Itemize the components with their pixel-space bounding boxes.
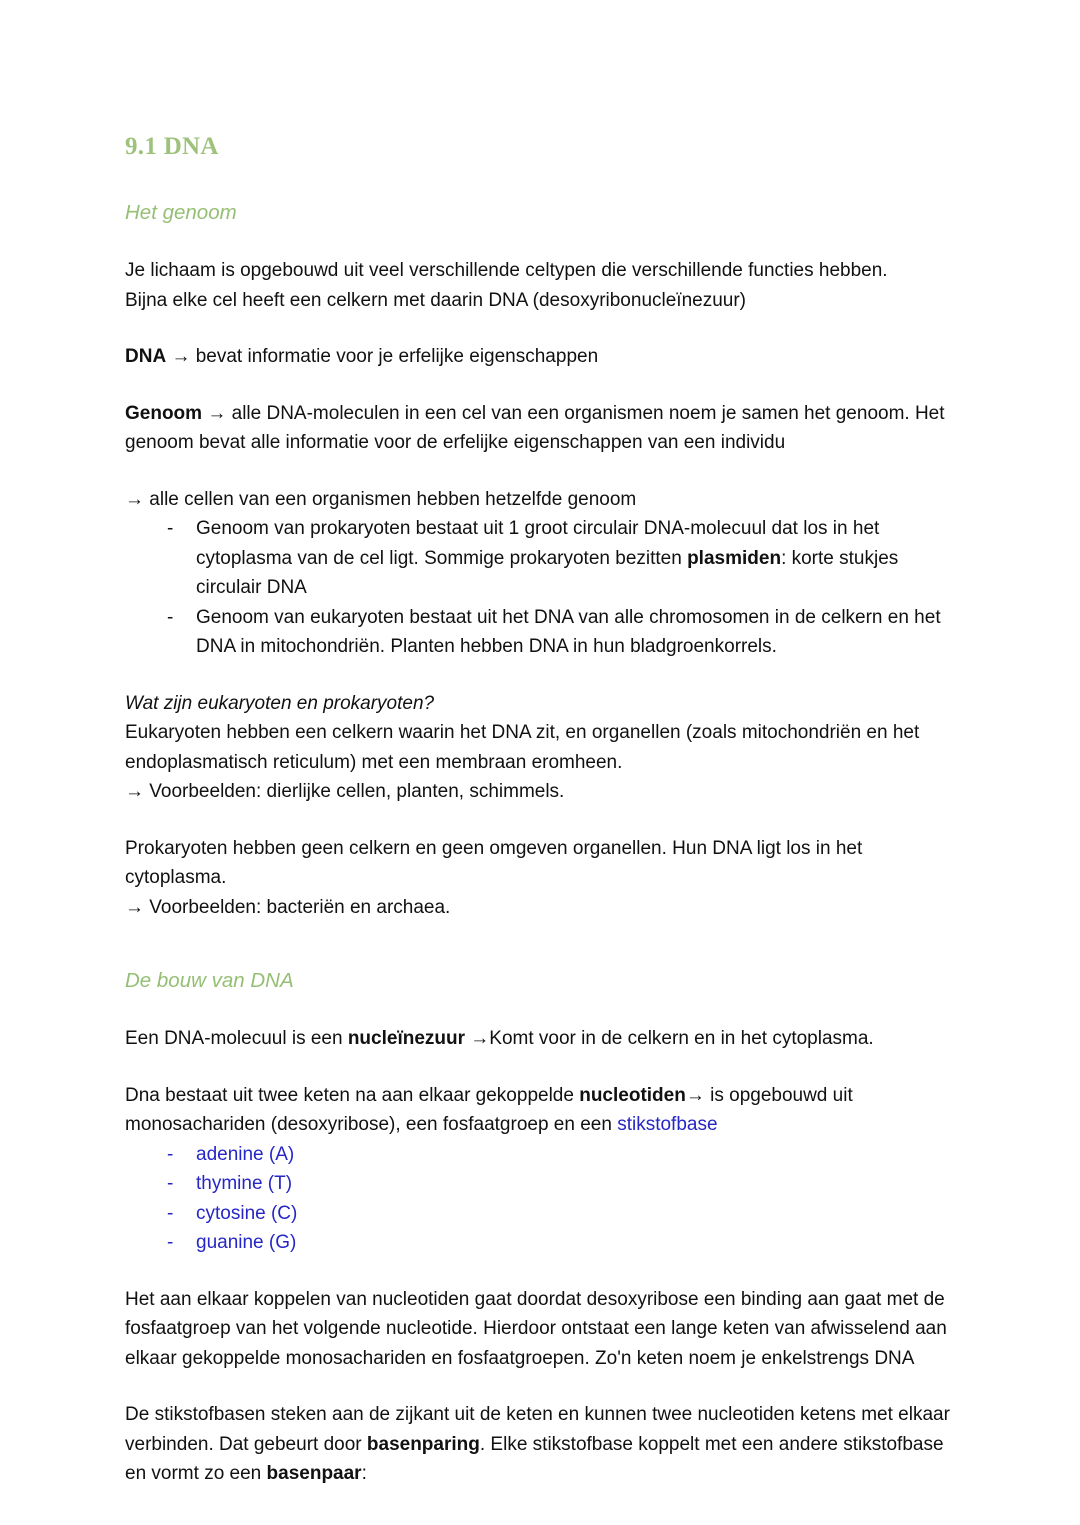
paragraph-intro [125,256,961,315]
pairing-text-2: . Elke stikstofbase koppelt met een andere stikstofbase en vormt zo een [125,1433,944,1484]
list-item [125,603,961,662]
page-title: 9.1 DNA [125,133,219,160]
list-item [125,1199,961,1229]
paragraph-prokaryoten-examples: → Voorbeelden: bacteriën en archaea. [125,896,451,918]
list-item [125,1169,961,1199]
genome-bullet-list [125,514,961,662]
bullet-text-before-bold: Genoom van prokaryoten bestaat uit 1 groot circulair DNA-molecuul dat los in het cytoplasma van de cel ligt. Sommige prokaryoten bezitten [196,518,880,569]
term-nucleinezuur: nucleïnezuur [347,1028,466,1049]
section-heading-de-bouw-van-dna: De bouw van DNA [125,969,294,992]
intro-line-1: Je lichaam is opgebouwd uit veel verschillende celtypen die verschillende functies hebben. [125,260,888,281]
paragraph-dna-molecule [125,1024,961,1054]
paragraph-dna-definition [125,342,961,372]
base-label: thymine (T) [196,1173,293,1194]
arrow-glyph: → [166,346,196,367]
term-basenparing: basenparing [366,1433,480,1455]
nucleotiden-text-after-bold: → is opgebouwd uit monosachariden (desoxyribose), een fosfaatgroep en een [125,1084,853,1135]
paragraph-all-cells: → alle cellen van een organismen hebben hetzelfde genoom [125,488,637,510]
list-item [125,1228,961,1258]
paragraph-prokaryoten-definition: Prokaryoten hebben geen celkern en geen omgeven organellen. Hun DNA ligt los in het cytoplasma. [125,837,863,888]
dash-marker: - [167,1143,174,1165]
dash-marker: - [167,1202,174,1224]
bullet-text-before-bold: Genoom van eukaryoten bestaat uit het DNA van alle chromosomen in de celkern en het DNA in mitochondriën. Planten hebben DNA in hun bladgroenkorrels. [196,606,941,657]
dash-marker: - [167,1232,174,1253]
term-dna: DNA [125,346,167,367]
molecule-text-before-bold: Een DNA-molecuul is een [125,1028,348,1049]
bullet-text-after-bold: : korte stukjes circulair DNA [196,547,899,598]
term-plasmiden: plasmiden [687,547,782,569]
base-label: guanine (G) [196,1232,297,1253]
paragraph-nucleotiden [125,1081,961,1140]
paragraph-base-pairing [125,1400,961,1489]
dash-marker: - [167,606,174,628]
nucleotiden-text-before-bold: Dna bestaat uit twee keten na aan elkaar gekoppelde [125,1084,580,1106]
dash-marker: - [167,1173,174,1194]
dna-definition-text: bevat informatie voor je erfelijke eigenschappen [195,346,599,367]
section-heading-het-genoom: Het genoom [125,201,237,224]
term-nucleotiden: nucleotiden [579,1084,686,1106]
document-body [125,132,961,1489]
dash-marker: - [167,518,174,539]
paragraph-eukaryoten-definition: Eukaryoten hebben een celkern waarin het DNA zit, en organellen (zoals mitochondriën en het endoplasmatisch reticulum) met een membraan eromheen. [125,722,920,773]
molecule-text-after-bold: →Komt voor in de celkern en in het cytoplasma. [465,1028,874,1049]
list-item [125,1140,961,1170]
pairing-text-3: : [361,1463,367,1484]
term-genoom: Genoom [125,402,203,424]
term-stikstofbase: stikstofbase [617,1114,718,1135]
base-label: cytosine (C) [196,1202,298,1224]
paragraph-genoom-definition [125,399,961,458]
paragraph-nucleotide-coupling: Het aan elkaar koppelen van nucleotiden gaat doordat desoxyribose een binding aan gaat met de fosfaatgroep van het volgende nucleotide. Hierdoor ontstaat een lange keten van afwisselend aan elkaar gekoppelde monosachariden en fosfaatgroepen. Zo'n keten noem je enkelstrengs DNA [125,1288,947,1369]
genoom-definition-text: alle DNA-moleculen in een cel van een organismen noem je samen het genoom. Het genoom bevat alle informatie voor de erfelijke eigenschappen van een individu [125,402,945,453]
term-basenpaar: basenpaar [266,1463,362,1484]
base-label: adenine (A) [196,1143,295,1165]
pairing-text-1: De stikstofbasen steken aan de zijkant uit de keten en kunnen twee nucleotiden ketens met elkaar verbinden. Dat gebeurt door [125,1404,950,1455]
nitrogen-base-list [125,1140,961,1258]
arrow-glyph: → [202,402,232,424]
intro-line-2: Bijna elke cel heeft een celkern met daarin DNA (desoxyribonucleïnezuur) [125,289,746,311]
question-eukaryoten-prokaryoten: Wat zijn eukaryoten en prokaryoten? [125,692,435,714]
paragraph-eukaryoten-examples: → Voorbeelden: dierlijke cellen, planten, schimmels. [125,781,565,802]
list-item [125,514,961,603]
